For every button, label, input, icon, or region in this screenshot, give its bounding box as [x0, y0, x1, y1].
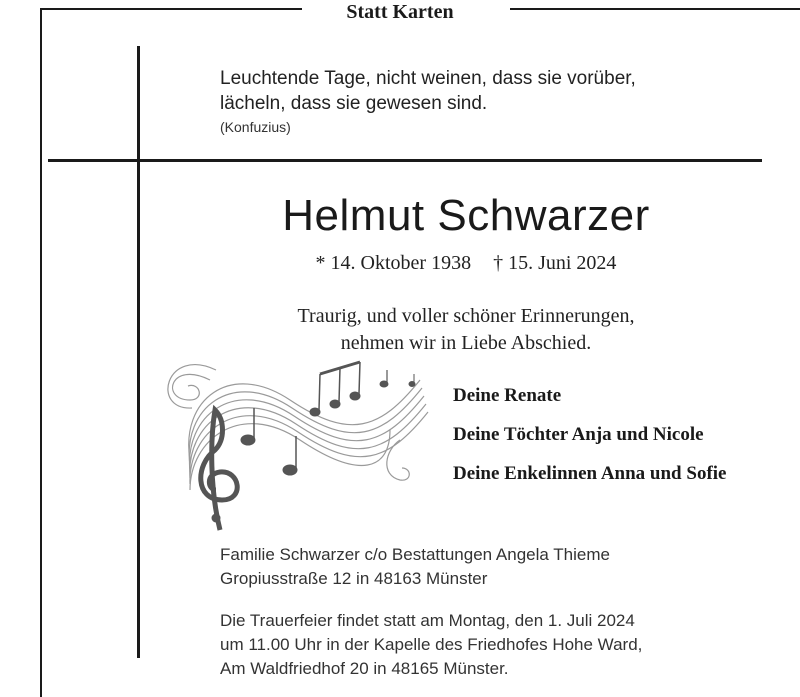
mourning-line: Traurig, und voller schöner Erinnerungen,: [297, 305, 635, 327]
quote-line: Leuchtende Tage, nicht weinen, dass sie vorüber,: [220, 68, 636, 89]
quote-author: (Konfuzius): [220, 119, 291, 135]
mourners-list: [453, 383, 726, 500]
cross-horizontal: [48, 159, 762, 162]
funeral-line: Die Trauerfeier findet statt am Montag, den 1. Juli 2024: [220, 611, 635, 630]
mourner-entry: Deine Enkelinnen Anna und Sofie: [453, 463, 727, 484]
address-line: Gropiusstraße 12 in 48163 Münster: [220, 569, 488, 588]
quote-line: lächeln, dass sie gewesen sind.: [220, 93, 488, 114]
mourner-entry: Deine Töchter Anja und Nicole: [453, 424, 704, 445]
deceased-name: Helmut Schwarzer: [282, 191, 650, 240]
mourning-line: nehmen wir in Liebe Abschied.: [340, 332, 592, 354]
header-title: Statt Karten: [0, 0, 800, 24]
quote-block: [220, 66, 636, 138]
family-address: [220, 543, 610, 591]
birth-date: * 14. Oktober 1938: [315, 252, 472, 274]
death-date: † 15. Juni 2024: [493, 252, 617, 274]
life-dates: [0, 250, 800, 276]
treble-clef-music-staff-icon: [150, 340, 450, 540]
mourner-entry: Deine Renate: [453, 385, 562, 406]
funeral-line: um 11.00 Uhr in der Kapelle des Friedhofes Hohe Ward,: [220, 635, 643, 654]
address-line: Familie Schwarzer c/o Bestattungen Angela Thieme: [220, 545, 610, 564]
funeral-line: Am Waldfriedhof 20 in 48165 Münster.: [220, 659, 509, 678]
funeral-details: [220, 609, 642, 681]
